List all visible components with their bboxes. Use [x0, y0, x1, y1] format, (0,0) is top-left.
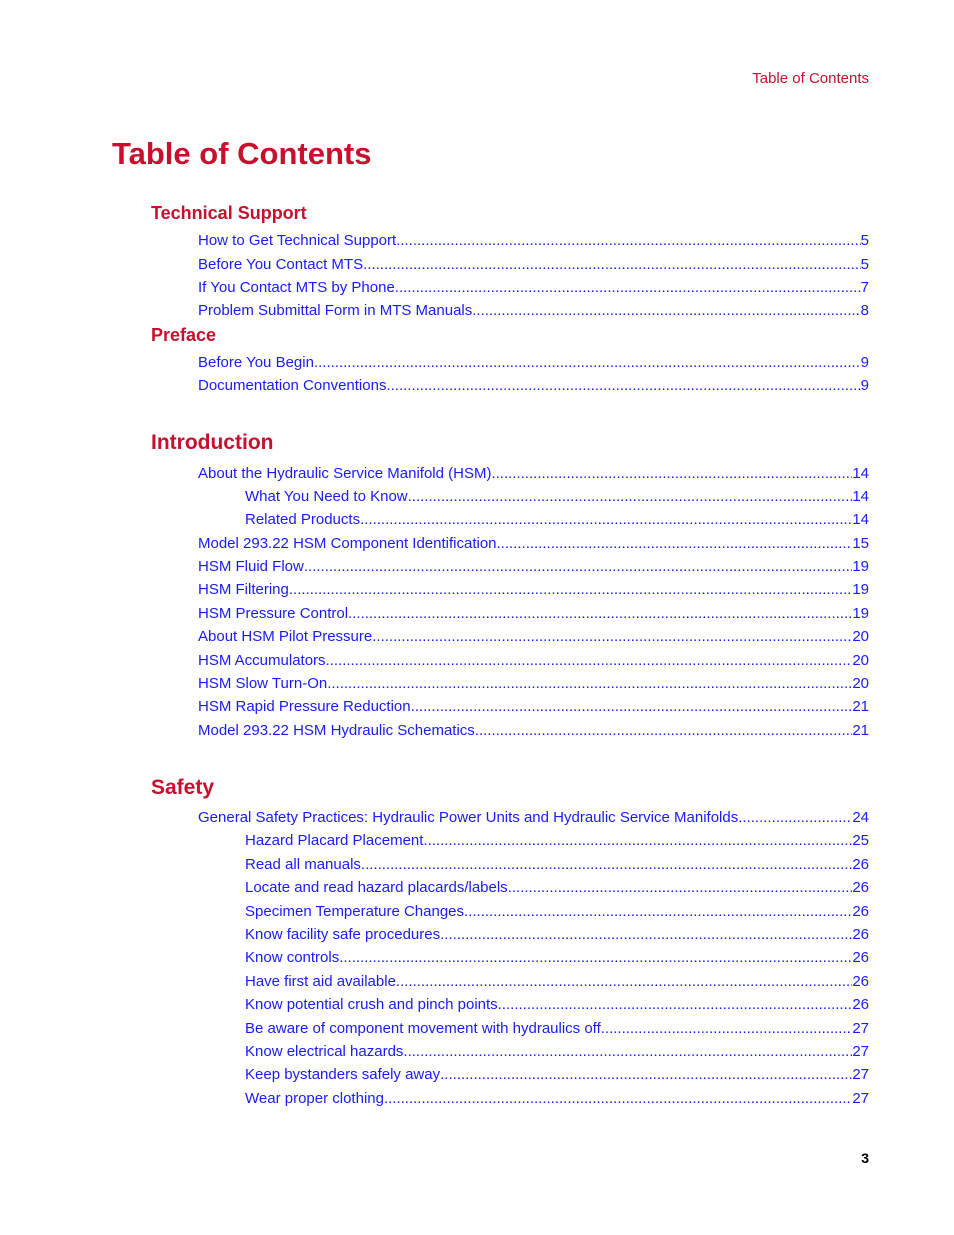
- toc-entry[interactable]: Know facility safe procedures ..... 26: [245, 924, 869, 944]
- section-heading-introduction: Introduction: [151, 431, 274, 454]
- toc-entry[interactable]: Have first aid available ..... 26: [245, 971, 869, 991]
- toc-entry[interactable]: General Safety Practices: Hydraulic Power Units and Hydraulic Service Manifolds ..... 24: [198, 807, 869, 827]
- toc-entry[interactable]: HSM Filtering ..... 19: [198, 579, 869, 599]
- running-head: Table of Contents: [752, 70, 869, 87]
- section-heading-preface: Preface: [151, 325, 217, 345]
- toc-entry[interactable]: Model 293.22 HSM Hydraulic Schematics ..... 21: [198, 720, 869, 740]
- toc-entry[interactable]: Model 293.22 HSM Component Identification ..... 15: [198, 533, 869, 553]
- toc-entry[interactable]: Read all manuals ..... 26: [245, 854, 869, 874]
- toc-entry[interactable]: Wear proper clothing ..... 27: [245, 1088, 869, 1108]
- toc-entry[interactable]: HSM Rapid Pressure Reduction ..... 21: [198, 696, 869, 716]
- toc-entry[interactable]: What You Need to Know ..... 14: [245, 486, 869, 506]
- toc-entry[interactable]: If You Contact MTS by Phone ..... 7: [198, 277, 869, 297]
- page-number: 3: [861, 1150, 869, 1166]
- toc-entry[interactable]: About the Hydraulic Service Manifold (HSM) ..... 14: [198, 463, 869, 483]
- toc-entry[interactable]: Specimen Temperature Changes ..... 26: [245, 901, 869, 921]
- toc-entry[interactable]: About HSM Pilot Pressure ..... 20: [198, 626, 869, 646]
- toc-entry[interactable]: Related Products ..... 14: [245, 509, 869, 529]
- toc-entry[interactable]: Before You Begin ..... 9: [198, 352, 869, 372]
- toc-entry[interactable]: Know electrical hazards ..... 27: [245, 1041, 869, 1061]
- toc-entry[interactable]: Keep bystanders safely away ..... 27: [245, 1064, 869, 1084]
- toc-entry[interactable]: HSM Slow Turn-On ..... 20: [198, 673, 869, 693]
- toc-entry[interactable]: HSM Pressure Control ..... 19: [198, 603, 869, 623]
- section-heading-technical-support: Technical Support: [151, 203, 307, 223]
- toc-entry[interactable]: HSM Accumulators ..... 20: [198, 650, 869, 670]
- toc-entry[interactable]: Before You Contact MTS ..... 5: [198, 254, 869, 274]
- toc-entry[interactable]: Problem Submittal Form in MTS Manuals ..... 8: [198, 300, 869, 320]
- toc-entry[interactable]: Know controls ..... 26: [245, 947, 869, 967]
- toc-entry[interactable]: Locate and read hazard placards/labels ..... 26: [245, 877, 869, 897]
- page-title: Table of Contents: [112, 136, 372, 171]
- section-heading-safety: Safety: [151, 776, 215, 799]
- toc-entry[interactable]: Documentation Conventions ..... 9: [198, 375, 869, 395]
- toc-entry[interactable]: Be aware of component movement with hydraulics off ..... 27: [245, 1018, 869, 1038]
- toc-entry[interactable]: How to Get Technical Support ..... 5: [198, 230, 869, 250]
- toc-entry[interactable]: Know potential crush and pinch points ..... 26: [245, 994, 869, 1014]
- toc-entry[interactable]: HSM Fluid Flow ..... 19: [198, 556, 869, 576]
- toc-entry[interactable]: Hazard Placard Placement ..... 25: [245, 830, 869, 850]
